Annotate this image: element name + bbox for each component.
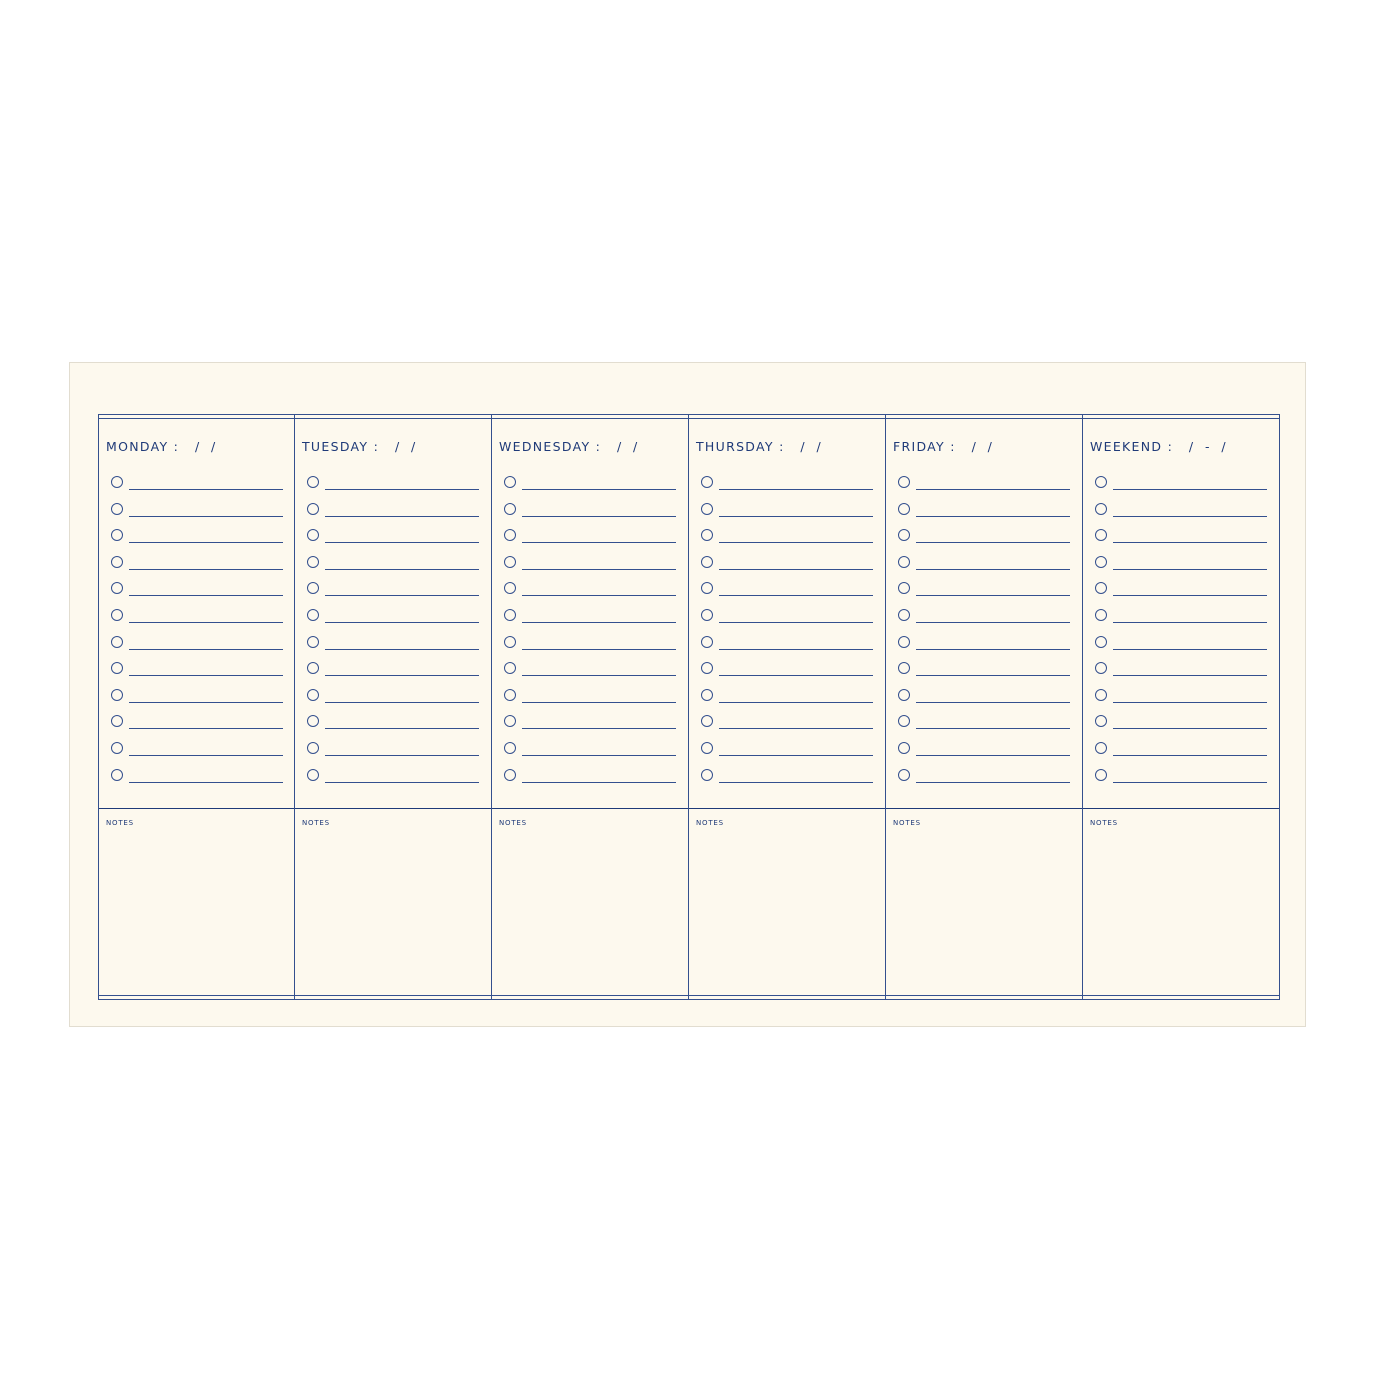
notes-label: NOTES xyxy=(499,819,527,827)
task-list xyxy=(504,474,676,793)
task-writing-line[interactable] xyxy=(1113,516,1267,517)
checkbox-circle-icon[interactable] xyxy=(307,529,319,541)
task-list xyxy=(307,474,479,793)
task-row xyxy=(898,634,1070,661)
task-row xyxy=(898,580,1070,607)
task-row xyxy=(898,767,1070,794)
task-writing-line[interactable] xyxy=(129,569,283,570)
task-writing-line[interactable] xyxy=(719,595,873,596)
task-row xyxy=(701,527,873,554)
task-row xyxy=(111,580,283,607)
task-row xyxy=(1095,607,1267,634)
checkbox-circle-icon[interactable] xyxy=(898,529,910,541)
task-writing-line[interactable] xyxy=(522,516,676,517)
task-writing-line[interactable] xyxy=(522,782,676,783)
task-writing-line[interactable] xyxy=(1113,649,1267,650)
task-writing-line[interactable] xyxy=(719,489,873,490)
notes-label: NOTES xyxy=(1090,819,1118,827)
task-writing-line[interactable] xyxy=(522,595,676,596)
task-writing-line[interactable] xyxy=(916,675,1070,676)
task-row xyxy=(701,740,873,767)
task-row xyxy=(1095,767,1267,794)
checkbox-circle-icon[interactable] xyxy=(504,503,516,515)
task-row xyxy=(504,660,676,687)
task-row xyxy=(111,687,283,714)
checkbox-circle-icon[interactable] xyxy=(111,529,123,541)
checkbox-circle-icon[interactable] xyxy=(898,582,910,594)
notes-label: NOTES xyxy=(893,819,921,827)
task-row xyxy=(1095,527,1267,554)
task-row xyxy=(504,527,676,554)
checkbox-circle-icon[interactable] xyxy=(1095,636,1107,648)
task-row xyxy=(504,713,676,740)
task-row xyxy=(1095,501,1267,528)
checkbox-circle-icon[interactable] xyxy=(1095,715,1107,727)
task-row xyxy=(504,580,676,607)
task-writing-line[interactable] xyxy=(719,782,873,783)
checkbox-circle-icon[interactable] xyxy=(898,715,910,727)
checkbox-circle-icon[interactable] xyxy=(307,742,319,754)
task-row xyxy=(1095,474,1267,501)
task-row xyxy=(504,767,676,794)
task-row xyxy=(1095,687,1267,714)
checkbox-circle-icon[interactable] xyxy=(111,503,123,515)
task-row xyxy=(701,607,873,634)
checkbox-circle-icon[interactable] xyxy=(504,609,516,621)
checkbox-circle-icon[interactable] xyxy=(701,662,713,674)
day-column-tuesday xyxy=(294,415,491,999)
task-writing-line[interactable] xyxy=(129,782,283,783)
checkbox-circle-icon[interactable] xyxy=(111,715,123,727)
task-writing-line[interactable] xyxy=(129,595,283,596)
checkbox-circle-icon[interactable] xyxy=(307,715,319,727)
task-writing-line[interactable] xyxy=(325,728,479,729)
checkbox-circle-icon[interactable] xyxy=(898,556,910,568)
task-writing-line[interactable] xyxy=(522,675,676,676)
task-writing-line[interactable] xyxy=(325,542,479,543)
checkbox-circle-icon[interactable] xyxy=(504,529,516,541)
task-writing-line[interactable] xyxy=(1113,755,1267,756)
task-writing-line[interactable] xyxy=(1113,782,1267,783)
checkbox-circle-icon[interactable] xyxy=(898,662,910,674)
checkbox-circle-icon[interactable] xyxy=(307,662,319,674)
task-writing-line[interactable] xyxy=(522,649,676,650)
task-writing-line[interactable] xyxy=(916,702,1070,703)
day-column-thursday xyxy=(688,415,885,999)
task-row xyxy=(898,660,1070,687)
task-writing-line[interactable] xyxy=(129,542,283,543)
task-writing-line[interactable] xyxy=(129,622,283,623)
task-writing-line[interactable] xyxy=(325,516,479,517)
weekly-planner-sheet xyxy=(69,362,1306,1027)
task-row xyxy=(307,501,479,528)
checkbox-circle-icon[interactable] xyxy=(701,715,713,727)
checkbox-circle-icon[interactable] xyxy=(504,636,516,648)
task-list xyxy=(898,474,1070,793)
checkbox-circle-icon[interactable] xyxy=(701,529,713,541)
task-list xyxy=(111,474,283,793)
task-row xyxy=(701,501,873,528)
checkbox-circle-icon[interactable] xyxy=(504,715,516,727)
task-row xyxy=(701,474,873,501)
task-row xyxy=(701,660,873,687)
task-writing-line[interactable] xyxy=(916,595,1070,596)
checkbox-circle-icon[interactable] xyxy=(307,609,319,621)
task-writing-line[interactable] xyxy=(1113,569,1267,570)
checkbox-circle-icon[interactable] xyxy=(1095,476,1107,488)
task-writing-line[interactable] xyxy=(719,516,873,517)
task-row xyxy=(701,713,873,740)
checkbox-circle-icon[interactable] xyxy=(1095,556,1107,568)
checkbox-circle-icon[interactable] xyxy=(111,636,123,648)
day-title: WEDNESDAY : / / xyxy=(499,439,639,454)
checkbox-circle-icon[interactable] xyxy=(1095,503,1107,515)
day-column-wednesday xyxy=(491,415,688,999)
task-row xyxy=(1095,554,1267,581)
task-row xyxy=(307,713,479,740)
checkbox-circle-icon[interactable] xyxy=(898,476,910,488)
checkbox-circle-icon[interactable] xyxy=(504,689,516,701)
checkbox-circle-icon[interactable] xyxy=(701,556,713,568)
task-row xyxy=(701,634,873,661)
task-row xyxy=(307,767,479,794)
task-writing-line[interactable] xyxy=(325,755,479,756)
task-row xyxy=(898,713,1070,740)
checkbox-circle-icon[interactable] xyxy=(307,503,319,515)
checkbox-circle-icon[interactable] xyxy=(111,556,123,568)
task-row xyxy=(504,634,676,661)
checkbox-circle-icon[interactable] xyxy=(898,503,910,515)
task-row xyxy=(307,660,479,687)
checkbox-circle-icon[interactable] xyxy=(1095,662,1107,674)
task-writing-line[interactable] xyxy=(1113,489,1267,490)
checkbox-circle-icon[interactable] xyxy=(307,556,319,568)
day-column-weekend xyxy=(1082,415,1279,999)
checkbox-circle-icon[interactable] xyxy=(898,769,910,781)
checkbox-circle-icon[interactable] xyxy=(307,769,319,781)
task-writing-line[interactable] xyxy=(325,595,479,596)
task-row xyxy=(307,527,479,554)
checkbox-circle-icon[interactable] xyxy=(111,742,123,754)
task-row xyxy=(701,554,873,581)
task-writing-line[interactable] xyxy=(522,702,676,703)
day-column-friday xyxy=(885,415,1082,999)
task-writing-line[interactable] xyxy=(129,755,283,756)
day-title: FRIDAY : / / xyxy=(893,439,994,454)
task-writing-line[interactable] xyxy=(719,702,873,703)
task-writing-line[interactable] xyxy=(916,755,1070,756)
task-writing-line[interactable] xyxy=(325,622,479,623)
task-row xyxy=(1095,660,1267,687)
task-row xyxy=(898,501,1070,528)
notes-label: NOTES xyxy=(106,819,134,827)
task-row xyxy=(504,554,676,581)
task-row xyxy=(1095,713,1267,740)
checkbox-circle-icon[interactable] xyxy=(898,742,910,754)
task-row xyxy=(898,474,1070,501)
task-writing-line[interactable] xyxy=(916,516,1070,517)
checkbox-circle-icon[interactable] xyxy=(1095,769,1107,781)
notes-label: NOTES xyxy=(696,819,724,827)
task-row xyxy=(307,687,479,714)
task-row xyxy=(111,501,283,528)
task-row xyxy=(898,607,1070,634)
task-row xyxy=(701,580,873,607)
task-writing-line[interactable] xyxy=(522,569,676,570)
checkbox-circle-icon[interactable] xyxy=(701,636,713,648)
task-writing-line[interactable] xyxy=(916,489,1070,490)
checkbox-circle-icon[interactable] xyxy=(701,609,713,621)
task-row xyxy=(701,687,873,714)
task-writing-line[interactable] xyxy=(325,702,479,703)
task-writing-line[interactable] xyxy=(129,649,283,650)
task-writing-line[interactable] xyxy=(1113,675,1267,676)
checkbox-circle-icon[interactable] xyxy=(307,636,319,648)
task-writing-line[interactable] xyxy=(325,489,479,490)
task-row xyxy=(307,580,479,607)
checkbox-circle-icon[interactable] xyxy=(504,769,516,781)
task-writing-line[interactable] xyxy=(129,702,283,703)
task-row xyxy=(111,660,283,687)
task-writing-line[interactable] xyxy=(1113,728,1267,729)
task-row xyxy=(307,607,479,634)
task-writing-line[interactable] xyxy=(916,782,1070,783)
task-writing-line[interactable] xyxy=(1113,542,1267,543)
checkbox-circle-icon[interactable] xyxy=(111,582,123,594)
checkbox-circle-icon[interactable] xyxy=(307,582,319,594)
checkbox-circle-icon[interactable] xyxy=(504,742,516,754)
task-row xyxy=(504,687,676,714)
task-row xyxy=(1095,580,1267,607)
task-writing-line[interactable] xyxy=(522,622,676,623)
task-writing-line[interactable] xyxy=(1113,595,1267,596)
notes-label: NOTES xyxy=(302,819,330,827)
task-row xyxy=(898,740,1070,767)
checkbox-circle-icon[interactable] xyxy=(504,476,516,488)
task-writing-line[interactable] xyxy=(719,569,873,570)
task-row xyxy=(1095,740,1267,767)
task-row xyxy=(504,740,676,767)
task-row xyxy=(111,554,283,581)
day-title: TUESDAY : / / xyxy=(302,439,417,454)
checkbox-circle-icon[interactable] xyxy=(1095,689,1107,701)
task-row xyxy=(111,767,283,794)
checkbox-circle-icon[interactable] xyxy=(307,689,319,701)
checkbox-circle-icon[interactable] xyxy=(504,582,516,594)
checkbox-circle-icon[interactable] xyxy=(1095,609,1107,621)
checkbox-circle-icon[interactable] xyxy=(111,689,123,701)
checkbox-circle-icon[interactable] xyxy=(111,769,123,781)
task-writing-line[interactable] xyxy=(129,489,283,490)
task-writing-line[interactable] xyxy=(719,542,873,543)
task-row xyxy=(898,554,1070,581)
task-writing-line[interactable] xyxy=(325,782,479,783)
task-writing-line[interactable] xyxy=(325,569,479,570)
task-row xyxy=(307,740,479,767)
task-writing-line[interactable] xyxy=(129,675,283,676)
task-row xyxy=(111,740,283,767)
task-row xyxy=(1095,634,1267,661)
task-writing-line[interactable] xyxy=(522,542,676,543)
task-writing-line[interactable] xyxy=(1113,702,1267,703)
task-writing-line[interactable] xyxy=(916,542,1070,543)
task-writing-line[interactable] xyxy=(325,675,479,676)
task-row xyxy=(307,634,479,661)
task-writing-line[interactable] xyxy=(916,622,1070,623)
checkbox-circle-icon[interactable] xyxy=(504,556,516,568)
task-row xyxy=(504,607,676,634)
checkbox-circle-icon[interactable] xyxy=(1095,742,1107,754)
task-row xyxy=(898,687,1070,714)
checkbox-circle-icon[interactable] xyxy=(701,769,713,781)
day-title: THURSDAY : / / xyxy=(696,439,822,454)
day-title: WEEKEND : / - / xyxy=(1090,439,1227,454)
task-writing-line[interactable] xyxy=(916,728,1070,729)
checkbox-circle-icon[interactable] xyxy=(898,689,910,701)
checkbox-circle-icon[interactable] xyxy=(898,609,910,621)
checkbox-circle-icon[interactable] xyxy=(504,662,516,674)
planner-grid xyxy=(98,414,1280,1000)
task-writing-line[interactable] xyxy=(522,728,676,729)
day-column-monday xyxy=(99,415,296,999)
task-row xyxy=(111,607,283,634)
task-writing-line[interactable] xyxy=(719,755,873,756)
task-row xyxy=(898,527,1070,554)
task-writing-line[interactable] xyxy=(916,569,1070,570)
task-writing-line[interactable] xyxy=(522,755,676,756)
checkbox-circle-icon[interactable] xyxy=(701,503,713,515)
task-list xyxy=(701,474,873,793)
task-writing-line[interactable] xyxy=(129,728,283,729)
task-writing-line[interactable] xyxy=(1113,622,1267,623)
task-row xyxy=(111,713,283,740)
task-row xyxy=(307,554,479,581)
task-writing-line[interactable] xyxy=(719,675,873,676)
task-writing-line[interactable] xyxy=(129,516,283,517)
day-title: MONDAY : / / xyxy=(106,439,217,454)
task-row xyxy=(111,474,283,501)
task-row xyxy=(111,634,283,661)
checkbox-circle-icon[interactable] xyxy=(307,476,319,488)
checkbox-circle-icon[interactable] xyxy=(111,662,123,674)
checkbox-circle-icon[interactable] xyxy=(111,609,123,621)
task-writing-line[interactable] xyxy=(916,649,1070,650)
checkbox-circle-icon[interactable] xyxy=(898,636,910,648)
checkbox-circle-icon[interactable] xyxy=(1095,582,1107,594)
task-writing-line[interactable] xyxy=(719,649,873,650)
task-list xyxy=(1095,474,1267,793)
task-row xyxy=(701,767,873,794)
task-writing-line[interactable] xyxy=(325,649,479,650)
task-row xyxy=(504,501,676,528)
checkbox-circle-icon[interactable] xyxy=(701,476,713,488)
task-row xyxy=(307,474,479,501)
task-writing-line[interactable] xyxy=(719,622,873,623)
checkbox-circle-icon[interactable] xyxy=(111,476,123,488)
checkbox-circle-icon[interactable] xyxy=(701,742,713,754)
task-row xyxy=(111,527,283,554)
task-row xyxy=(504,474,676,501)
task-writing-line[interactable] xyxy=(719,728,873,729)
checkbox-circle-icon[interactable] xyxy=(1095,529,1107,541)
checkbox-circle-icon[interactable] xyxy=(701,582,713,594)
checkbox-circle-icon[interactable] xyxy=(701,689,713,701)
task-writing-line[interactable] xyxy=(522,489,676,490)
